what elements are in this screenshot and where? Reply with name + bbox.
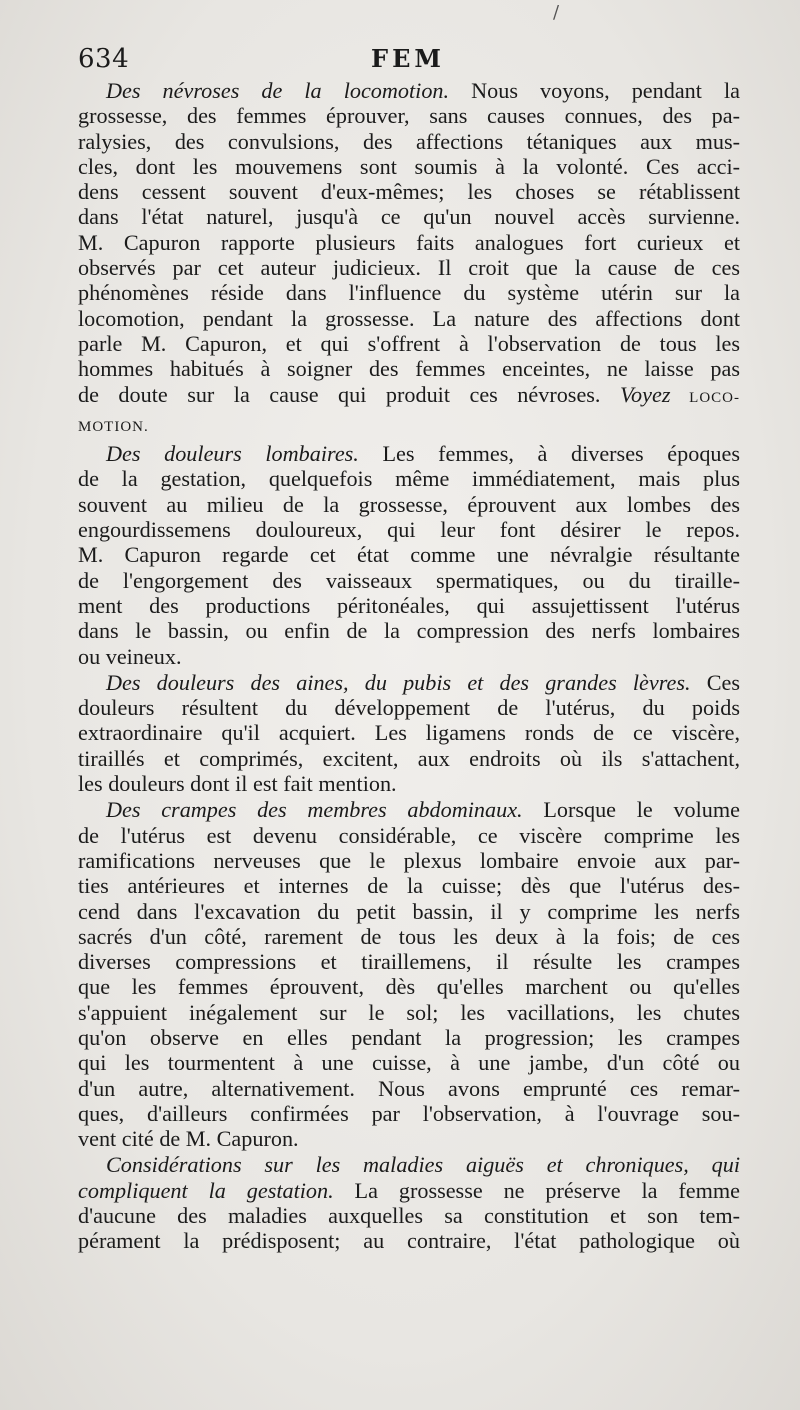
text-line — [78, 695, 740, 720]
text-run: de l'engorgement des vaisseaux spermatiques, ou du tiraille- — [78, 567, 740, 593]
text-run: les douleurs dont il est fait mention. — [78, 771, 397, 797]
text-run: dens cessent souvent d'eux-mêmes; les choses se rétablissent — [78, 179, 740, 205]
text-run: grossesse, des femmes éprouver, sans causes connues, des pa- — [78, 103, 740, 129]
text-run: ralysies, des convulsions, des affections tétaniques aux mus- — [78, 128, 740, 154]
text-line — [78, 204, 740, 229]
paragraph — [78, 670, 740, 796]
text-run: douleurs résultent du développement de l'utérus, du poids — [78, 695, 740, 721]
text-line — [78, 720, 740, 745]
text-run: parle M. Capuron, et qui s'offrent à l'observation de tous les — [78, 330, 740, 356]
text-run: observés par cet auteur judicieux. Il croit que la cause de ces — [78, 255, 740, 281]
small-caps-run: MOTION. — [78, 418, 149, 435]
text-line — [78, 797, 740, 822]
text-line — [78, 746, 740, 771]
italic-run: Des douleurs lombaires. — [106, 441, 359, 467]
text-line — [78, 823, 740, 848]
text-line — [78, 441, 740, 466]
text-run: tiraillés et comprimés, excitent, aux endroits où ils s'attachent, — [78, 745, 740, 771]
text-line — [78, 1025, 740, 1050]
text-line — [78, 771, 740, 796]
text-run: engourdissemens douloureux, qui leur font désirer le repos. — [78, 517, 740, 543]
text-run: dans l'état naturel, jusqu'à ce qu'un nouvel accès survienne. — [78, 204, 740, 230]
text-line — [78, 924, 740, 949]
text-line — [78, 1203, 740, 1228]
text-run: Lorsque le volume — [522, 797, 740, 823]
text-run: souvent au milieu de la grossesse, éprouvent aux lombes des — [78, 491, 740, 517]
text-line — [78, 466, 740, 491]
text-line — [78, 179, 740, 204]
text-run: ties antérieures et internes de la cuisse; dès que l'utérus des- — [78, 873, 740, 899]
text-run: ment des productions péritonéales, qui assujettissent l'utérus — [78, 592, 740, 618]
text-run: extraordinaire qu'il acquiert. Les ligamens ronds de ce viscère, — [78, 720, 740, 746]
text-run: pérament la prédisposent; au contraire, l'état pathologique où — [78, 1228, 740, 1254]
paragraph — [78, 441, 740, 669]
text-run: La grossesse ne préserve la femme — [333, 1177, 740, 1203]
text-line — [78, 492, 740, 517]
text-line — [78, 306, 740, 331]
text-run: M. Capuron rapporte plusieurs faits analogues fort curieux et — [78, 229, 740, 255]
text-run: vent cité de M. Capuron. — [78, 1126, 299, 1152]
text-line — [78, 78, 740, 103]
text-run: ques, d'ailleurs confirmées par l'observation, à l'ouvrage sou- — [78, 1100, 740, 1126]
text-line — [78, 873, 740, 898]
small-caps-run: LOCO- — [670, 389, 740, 406]
text-run: s'appuient inégalement sur le sol; les vacillations, les chutes — [78, 999, 740, 1025]
text-run: ou veineux. — [78, 643, 182, 669]
text-run: de doute sur la cause qui produit ces névroses. — [78, 381, 620, 407]
text-line — [78, 129, 740, 154]
text-run: que les femmes éprouvent, dès qu'elles marchent ou qu'elles — [78, 974, 740, 1000]
italic-run: Des crampes des membres abdominaux. — [106, 797, 523, 823]
text-line — [78, 899, 740, 924]
text-run: qu'on observe en elles pendant la progression; les crampes — [78, 1024, 740, 1050]
paragraph — [78, 78, 740, 440]
text-run: Nous voyons, pendant la — [449, 78, 740, 103]
text-run: ramifications nerveuses que le plexus lombaire envoie aux par- — [78, 847, 740, 873]
text-run: M. Capuron regarde cet état comme une névralgie résultante — [78, 542, 740, 568]
text-line — [78, 618, 740, 643]
text-line — [78, 331, 740, 356]
margin-mark: / — [553, 2, 560, 23]
text-line — [78, 848, 740, 873]
text-line — [78, 255, 740, 280]
text-line — [78, 517, 740, 542]
italic-run: Considérations sur les maladies aiguës et chroniques, qui — [106, 1152, 740, 1178]
text-line — [78, 1101, 740, 1126]
text-run: cles, dont les mouvemens sont soumis à la volonté. Ces acci- — [78, 153, 740, 179]
text-line — [78, 568, 740, 593]
text-line — [78, 542, 740, 567]
text-line — [78, 644, 740, 669]
italic-run: Des douleurs des aines, du pubis et des grandes lèvres. — [106, 669, 691, 695]
paragraph — [78, 1152, 740, 1253]
text-line — [78, 670, 740, 695]
paragraph — [78, 797, 740, 1151]
text-line — [78, 1000, 740, 1025]
text-line — [78, 1228, 740, 1253]
text-line — [78, 230, 740, 255]
page-header — [78, 44, 738, 78]
italic-run: Voyez — [619, 381, 671, 407]
text-line — [78, 593, 740, 618]
text-run: diverses compressions et tiraillemens, il résulte les crampes — [78, 949, 740, 975]
text-run: de la gestation, quelquefois même immédiatement, mais plus — [78, 466, 740, 492]
text-line — [78, 1152, 740, 1177]
text-run: Les femmes, à diverses époques — [358, 441, 740, 467]
text-run: qui les tourmentent à une cuisse, à une jambe, d'un côté ou — [78, 1050, 740, 1076]
text-line — [78, 154, 740, 179]
text-run: sacrés d'un côté, rarement de tous les deux à la fois; de ces — [78, 923, 740, 949]
text-line — [78, 411, 740, 440]
text-run: dans le bassin, ou enfin de la compression des nerfs lombaires — [78, 618, 740, 644]
text-run: d'aucune des maladies auxquelles sa constitution et son tem- — [78, 1203, 740, 1229]
text-line — [78, 1178, 740, 1203]
italic-run: Des névroses de la locomotion. — [106, 78, 450, 103]
text-line — [78, 949, 740, 974]
page-number: 634 — [78, 44, 130, 74]
text-run: d'un autre, alternativement. Nous avons emprunté ces remar- — [78, 1075, 740, 1101]
text-run: cend dans l'excavation du petit bassin, il y comprime les nerfs — [78, 898, 740, 924]
running-head: FEM — [371, 44, 445, 73]
text-run: Ces — [690, 669, 740, 695]
text-run: locomotion, pendant la grossesse. La nature des affections dont — [78, 305, 740, 331]
text-run: de l'utérus est devenu considérable, ce viscère comprime les — [78, 822, 740, 848]
text-line — [78, 103, 740, 128]
italic-run: compliquent la gestation. — [78, 1177, 334, 1203]
body-text — [78, 78, 740, 1254]
text-line — [78, 1050, 740, 1075]
text-line — [78, 974, 740, 999]
text-line — [78, 356, 740, 381]
text-line — [78, 382, 740, 411]
text-run: phénomènes réside dans l'influence du système utérin sur la — [78, 280, 740, 306]
text-line — [78, 1126, 740, 1151]
text-run: hommes habitués à soigner des femmes enceintes, ne laisse pas — [78, 356, 740, 382]
text-line — [78, 1076, 740, 1101]
text-line — [78, 280, 740, 305]
